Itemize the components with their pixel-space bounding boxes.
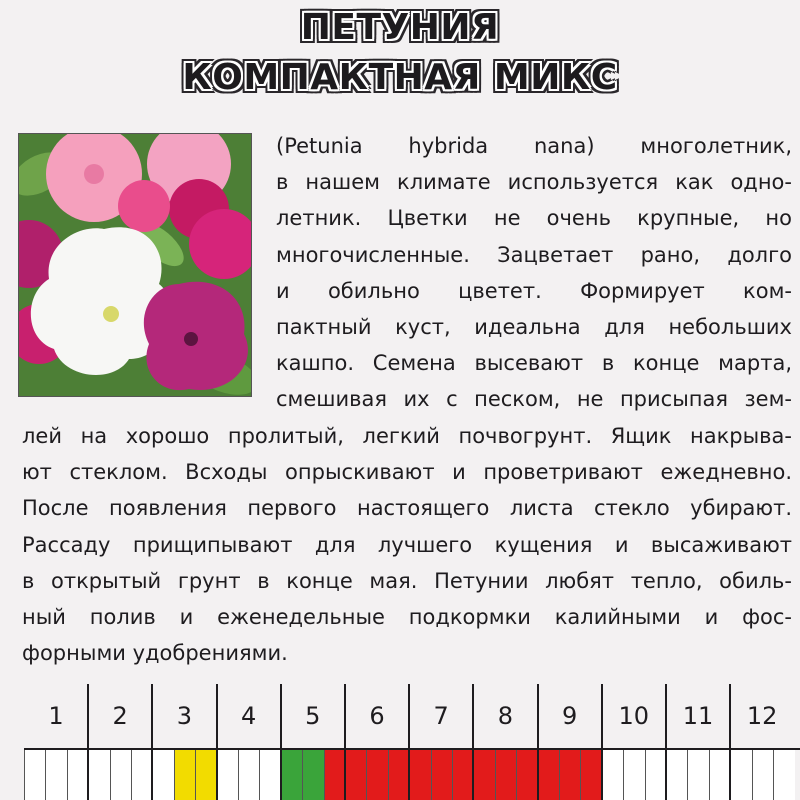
description-line: пактный куст, идеальна для небольших bbox=[276, 315, 792, 339]
month-number: 11 bbox=[682, 702, 714, 730]
petunia-flowers-photo bbox=[18, 133, 252, 397]
calendar-cell-empty bbox=[645, 750, 667, 800]
calendar-cell-flowering bbox=[580, 750, 602, 800]
description-line: в открытый грунт в конце мая. Петунии любят тепло, обиль- bbox=[22, 568, 792, 593]
description-line: (Petunia hybrida nana) многолетник, bbox=[276, 134, 792, 158]
month-number: 3 bbox=[176, 702, 193, 730]
description-line: многочисленные. Зацветает рано, долго bbox=[276, 242, 792, 267]
calendar-cell-flowering bbox=[495, 750, 517, 800]
month-number: 9 bbox=[561, 702, 578, 730]
month-divider bbox=[344, 684, 346, 800]
calendar-cell-empty bbox=[773, 750, 795, 800]
month-number: 2 bbox=[112, 702, 128, 730]
description-line: и обильно цветет. Формирует ком- bbox=[276, 278, 792, 303]
description-line: лей на хорошо пролитый, легкий почвогрунт. Ящик накрыва- bbox=[22, 424, 792, 448]
month-number: 7 bbox=[433, 702, 449, 730]
calendar-cell-empty bbox=[687, 750, 709, 800]
calendar-cell-empty bbox=[24, 750, 46, 800]
calendar-cell-empty bbox=[259, 750, 281, 800]
calendar-cell-empty bbox=[152, 750, 174, 800]
description-line: ный полив и еженедельные подкормки калийными и фос- bbox=[22, 605, 792, 629]
calendar-cell-flowering bbox=[366, 750, 388, 800]
month-number: 4 bbox=[240, 702, 257, 730]
description-line: форными удобрениями. bbox=[22, 641, 288, 666]
calendar-cell-empty bbox=[45, 750, 67, 800]
description-line: летник. Цветки не очень крупные, но bbox=[276, 206, 792, 231]
month-divider bbox=[87, 684, 89, 800]
calendar-cell-empty bbox=[67, 750, 89, 800]
month-divider bbox=[537, 684, 539, 800]
calendar-cell-flowering bbox=[559, 750, 581, 800]
calendar-cell-flowering bbox=[388, 750, 410, 800]
calendar-cell-empty bbox=[709, 750, 731, 800]
month-number: 12 bbox=[746, 702, 778, 730]
month-divider bbox=[729, 684, 731, 800]
description-line: в нашем климате используется как одно- bbox=[276, 170, 792, 195]
description-line: После появления первого настоящего листа стекло убирают. bbox=[22, 496, 792, 521]
calendar-cell-empty bbox=[602, 750, 624, 800]
month-number: 10 bbox=[618, 702, 650, 730]
calendar-cell-flowering bbox=[452, 750, 474, 800]
month-divider bbox=[216, 684, 218, 800]
description-line: кашпо. Семена высевают в конце марта, bbox=[276, 351, 792, 376]
description-line: Рассаду прищипывают для лучшего кущения и высаживают bbox=[22, 532, 792, 557]
calendar-cell-empty bbox=[217, 750, 239, 800]
calendar-cell-empty bbox=[238, 750, 260, 800]
month-divider bbox=[408, 684, 410, 800]
calendar-cell-empty bbox=[752, 750, 774, 800]
calendar-cell-empty bbox=[88, 750, 110, 800]
product-title-line-1: ПЕТУНИЯ bbox=[300, 7, 500, 48]
calendar-cell-sowing bbox=[195, 750, 217, 800]
description-line: ют стеклом. Всходы опрыскивают и проветривают ежедневно. bbox=[22, 460, 792, 485]
month-number: 1 bbox=[48, 702, 64, 730]
calendar-cell-planting bbox=[302, 750, 324, 800]
month-divider bbox=[665, 684, 667, 800]
calendar-cell-flowering bbox=[473, 750, 495, 800]
calendar-cell-empty bbox=[666, 750, 688, 800]
month-divider bbox=[151, 684, 153, 800]
description-line: смешивая их с песком, не присыпая зем- bbox=[276, 387, 792, 412]
calendar-cell-planting bbox=[281, 750, 303, 800]
calendar-cell-flowering bbox=[409, 750, 431, 800]
calendar-cell-empty bbox=[623, 750, 645, 800]
month-divider bbox=[280, 684, 282, 800]
calendar-cell-flowering bbox=[345, 750, 367, 800]
calendar-cell-sowing bbox=[174, 750, 196, 800]
month-divider bbox=[472, 684, 474, 800]
calendar-cell-flowering bbox=[516, 750, 538, 800]
month-number: 6 bbox=[369, 702, 385, 730]
calendar-cell-flowering bbox=[538, 750, 560, 800]
calendar-cell-empty bbox=[131, 750, 153, 800]
sowing-calendar bbox=[24, 684, 800, 800]
calendar-cell-empty bbox=[730, 750, 752, 800]
month-number: 5 bbox=[305, 702, 321, 730]
calendar-cell-flowering bbox=[431, 750, 453, 800]
calendar-cell-empty bbox=[110, 750, 132, 800]
month-divider bbox=[601, 684, 603, 800]
month-number: 8 bbox=[497, 702, 514, 730]
product-title-line-2: КОМПАКТНАЯ МИКС bbox=[182, 57, 618, 98]
calendar-cell-flowering bbox=[324, 750, 346, 800]
